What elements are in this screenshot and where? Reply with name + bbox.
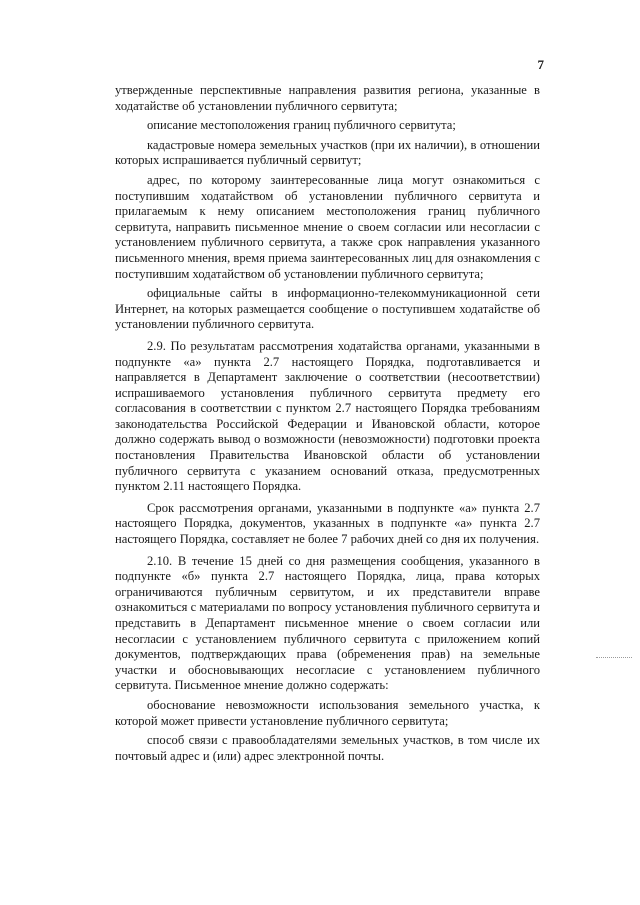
paragraph-review-period: Срок рассмотрения органами, указанными в подпункте «а» пункта 2.7 настоящего Порядка, документов, указанных в подпункте «а» пункта 2.7 настоящего Порядка, составляет не более 7 рабочих дней со дня их получения. — [115, 500, 540, 547]
page-number: 7 — [537, 57, 544, 72]
paragraph-contact-method: способ связи с правообладателями земельных участков, в том числе их почтовый адрес и (или) адрес электронной почты. — [115, 733, 540, 763]
paragraph-approved-directions: утвержденные перспективные направления развития региона, указанные в ходатайстве об установлении публичного сервитута; — [115, 83, 540, 113]
paragraph-justification: обоснование невозможности использования земельного участка, к которой может привести установление публичного сервитута; — [115, 697, 540, 728]
paragraph-clause-2-9: 2.9. По результатам рассмотрения ходатайства органами, указанными в подпункте «а» пункта 2.7 настоящего Порядка, подготавливается и направляется в Департамент заключение о соответствии (несоответствии) испрашиваемого установления публичного сервитута предмету его согласования в соответствии с пунктом 2.7 настоящего Порядка требованиям законодательства Российской Федерации и Ивановской области, которое должно содержать вывод о возможности (невозможности) подготовки проекта постановления Правительства Ивановской области об установлении публичного сервитута с указанием оснований отказа, предусмотренных пунктом 2.11 настоящего Порядка. — [115, 338, 540, 494]
document-body — [115, 83, 540, 768]
paragraph-address-for-review: адрес, по которому заинтересованные лица могут ознакомиться с поступившим ходатайством об установлении публичного сервитута и прилагаемым к нему описанием местоположения границ публичного сервитута, направить письменное мнение о своем согласии или несогласии с установлением публичного сервитута, а также срок направления указанного письменного мнения, время приема заинтересованных лиц для ознакомления с поступившим ходатайством об установлении публичного сервитута; — [115, 172, 540, 281]
scan-mark — [596, 657, 632, 659]
paragraph-boundary-description: описание местоположения границ публичного сервитута; — [147, 118, 456, 133]
paragraph-cadastral-numbers: кадастровые номера земельных участков (при их наличии), в отношении которых испрашивается публичный сервитут; — [115, 137, 540, 168]
paragraph-official-websites: официальные сайты в информационно-телекоммуникационной сети Интернет, на которых размещается сообщение о поступившем ходатайстве об установлении публичного сервитута. — [115, 286, 540, 332]
paragraph-clause-2-10: 2.10. В течение 15 дней со дня размещения сообщения, указанного в подпункте «б» пункта 2.7 настоящего Порядка, лица, права которых ограничиваются публичным сервитутом, и их представители вправе ознакомиться с материалами по вопросу установления публичного сервитута и представить в Департамент письменное мнение о своем согласии или несогласии с установлением публичного сервитута с приложением копий документов, подтверждающих права (обременения прав) на земельные участки и обосновывающих несогласие с установлением публичного сервитута. Письменное мнение должно содержать: — [115, 553, 540, 693]
